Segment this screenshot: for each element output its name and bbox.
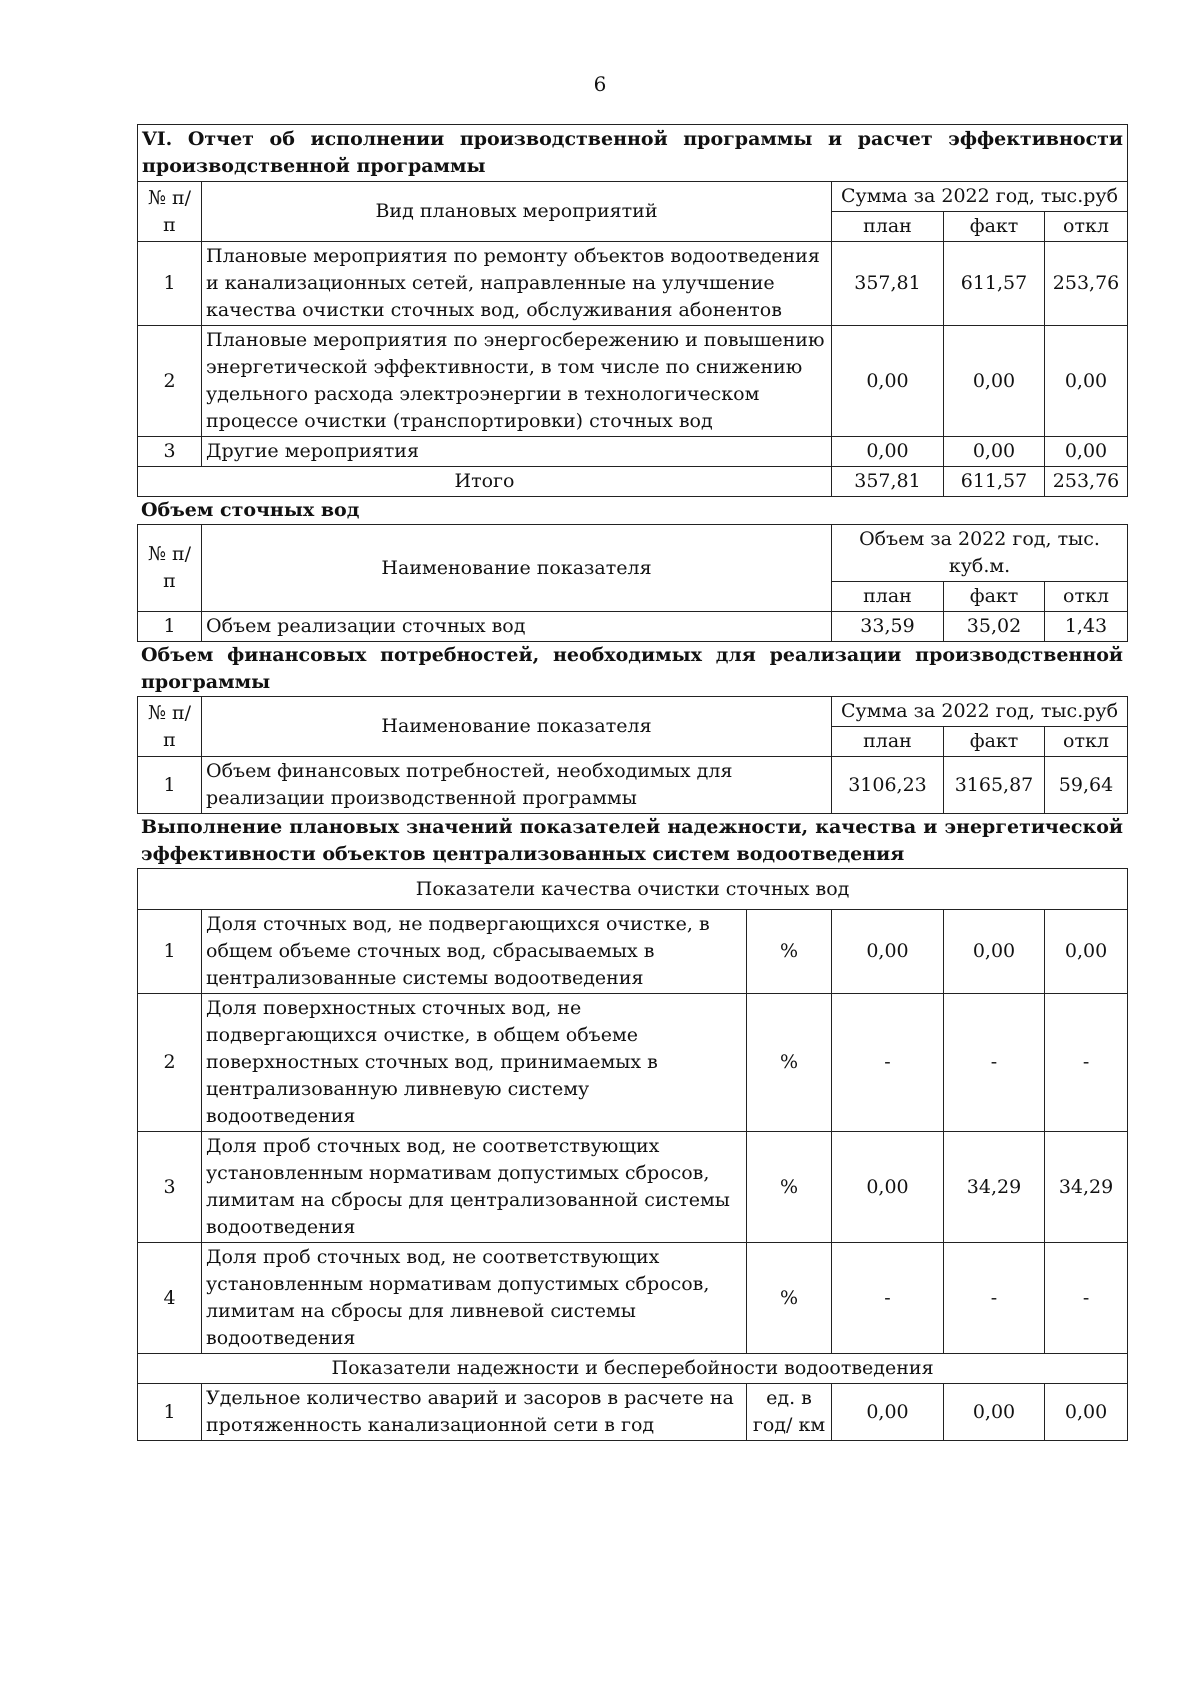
- row-name: Объем реализации сточных вод: [202, 612, 832, 642]
- table-row: [138, 326, 1128, 437]
- row-diff: 0,00: [1045, 1384, 1128, 1441]
- wastewater-volume-table: [137, 524, 1128, 642]
- row-diff: 0,00: [1045, 326, 1128, 437]
- row-diff: 34,29: [1045, 1132, 1128, 1243]
- col-fact-header: факт: [944, 212, 1045, 242]
- row-plan: 0,00: [832, 326, 944, 437]
- indicators-heading: Выполнение плановых значений показателей надежности, качества и энергетической эффективности объектов централизованных систем водоотведения: [141, 816, 1123, 865]
- row-num: 1: [138, 242, 202, 326]
- row-fact: 35,02: [944, 612, 1045, 642]
- document-content: [137, 124, 1127, 1441]
- col-name-header: Наименование показателя: [202, 697, 832, 757]
- wastewater-volume-heading: Объем сточных вод: [141, 499, 360, 521]
- row-fact: 0,00: [944, 326, 1045, 437]
- row-plan: 357,81: [832, 242, 944, 326]
- indicators-table: [137, 868, 1128, 1441]
- table-row: [138, 757, 1128, 814]
- col-sum-header: Объем за 2022 год, тыс. куб.м.: [832, 525, 1128, 582]
- row-name: Плановые мероприятия по энергосбережению и повышению энергетической эффективности, в том числе по снижению удельного расхода электроэнергии в технологическом процессе очистки (транспортировки) сточных вод: [202, 326, 832, 437]
- row-fact: -: [944, 1243, 1045, 1354]
- row-num: 1: [138, 757, 202, 814]
- row-name: Доля сточных вод, не подвергающихся очистке, в общем объеме сточных вод, сбрасываемых в централизованные системы водоотведения: [202, 910, 747, 994]
- activities-table: [137, 124, 1128, 497]
- group-title-reliability: Показатели надежности и бесперебойности водоотведения: [138, 1354, 1128, 1384]
- row-num: 3: [138, 1132, 202, 1243]
- row-num: 1: [138, 910, 202, 994]
- group-title-quality: Показатели качества очистки сточных вод: [138, 869, 1128, 910]
- row-fact: 611,57: [944, 242, 1045, 326]
- row-diff: 0,00: [1045, 910, 1128, 994]
- col-name-header: Наименование показателя: [202, 525, 832, 612]
- col-num-header: № п/п: [138, 525, 202, 612]
- row-fact: 0,00: [944, 1384, 1045, 1441]
- table-row: [138, 910, 1128, 994]
- row-num: 1: [138, 612, 202, 642]
- col-fact-header: факт: [944, 582, 1045, 612]
- financial-needs-table: [137, 696, 1128, 814]
- row-plan: -: [832, 994, 944, 1132]
- row-num: 3: [138, 437, 202, 467]
- row-diff: 253,76: [1045, 242, 1128, 326]
- row-plan: 0,00: [832, 437, 944, 467]
- table-row: [138, 612, 1128, 642]
- row-fact: -: [944, 994, 1045, 1132]
- row-name: Доля проб сточных вод, не соответствующих установленным нормативам допустимых сбросов, лимитам на сбросы для ливневой системы водоотведения: [202, 1243, 747, 1354]
- col-sum-header: Сумма за 2022 год, тыс.руб: [832, 182, 1128, 212]
- total-fact: 611,57: [944, 467, 1045, 497]
- row-name: Плановые мероприятия по ремонту объектов водоотведения и канализационных сетей, направленные на улучшение качества очистки сточных вод, обслуживания абонентов: [202, 242, 832, 326]
- row-fact: 3165,87: [944, 757, 1045, 814]
- row-unit: %: [747, 1243, 832, 1354]
- row-unit: ед. в год/ км: [747, 1384, 832, 1441]
- total-row: [138, 467, 1128, 497]
- row-plan: 33,59: [832, 612, 944, 642]
- col-diff-header: откл: [1045, 212, 1128, 242]
- table-row: [138, 1132, 1128, 1243]
- row-unit: %: [747, 910, 832, 994]
- row-diff: -: [1045, 1243, 1128, 1354]
- row-plan: 0,00: [832, 910, 944, 994]
- row-name: Доля поверхностных сточных вод, не подвергающихся очистке, в общем объеме поверхностных сточных вод, принимаемых в централизованную ливневую систему водоотведения: [202, 994, 747, 1132]
- total-plan: 357,81: [832, 467, 944, 497]
- row-num: 2: [138, 994, 202, 1132]
- row-name: Удельное количество аварий и засоров в расчете на протяженность канализационной сети в год: [202, 1384, 747, 1441]
- col-diff-header: откл: [1045, 582, 1128, 612]
- row-diff: -: [1045, 994, 1128, 1132]
- row-plan: 0,00: [832, 1384, 944, 1441]
- table-row: [138, 437, 1128, 467]
- row-num: 2: [138, 326, 202, 437]
- table-row: [138, 1384, 1128, 1441]
- total-diff: 253,76: [1045, 467, 1128, 497]
- row-diff: 59,64: [1045, 757, 1128, 814]
- row-unit: %: [747, 1132, 832, 1243]
- row-plan: 3106,23: [832, 757, 944, 814]
- row-plan: 0,00: [832, 1132, 944, 1243]
- row-name: Доля проб сточных вод, не соответствующих установленным нормативам допустимых сбросов, лимитам на сбросы для централизованной системы водоотведения: [202, 1132, 747, 1243]
- financial-needs-heading: Объем финансовых потребностей, необходимых для реализации производственной программы: [141, 644, 1123, 693]
- col-name-header: Вид плановых мероприятий: [202, 182, 832, 242]
- row-diff: 1,43: [1045, 612, 1128, 642]
- col-plan-header: план: [832, 582, 944, 612]
- row-name: Объем финансовых потребностей, необходимых для реализации производственной программы: [202, 757, 832, 814]
- row-fact: 0,00: [944, 910, 1045, 994]
- total-label: Итого: [138, 467, 832, 497]
- col-diff-header: откл: [1045, 727, 1128, 757]
- col-num-header: № п/п: [138, 697, 202, 757]
- col-plan-header: план: [832, 727, 944, 757]
- table-row: [138, 242, 1128, 326]
- page-number: 6: [593, 72, 607, 96]
- row-fact: 0,00: [944, 437, 1045, 467]
- row-fact: 34,29: [944, 1132, 1045, 1243]
- row-diff: 0,00: [1045, 437, 1128, 467]
- row-unit: %: [747, 994, 832, 1132]
- row-plan: -: [832, 1243, 944, 1354]
- row-name: Другие мероприятия: [202, 437, 832, 467]
- table-row: [138, 994, 1128, 1132]
- col-sum-header: Сумма за 2022 год, тыс.руб: [832, 697, 1128, 727]
- col-plan-header: план: [832, 212, 944, 242]
- table-row: [138, 1243, 1128, 1354]
- row-num: 4: [138, 1243, 202, 1354]
- row-num: 1: [138, 1384, 202, 1441]
- section-title: VI. Отчет об исполнении производственной программы и расчет эффективности производственной программы: [138, 125, 1128, 182]
- col-fact-header: факт: [944, 727, 1045, 757]
- col-num-header: № п/п: [138, 182, 202, 242]
